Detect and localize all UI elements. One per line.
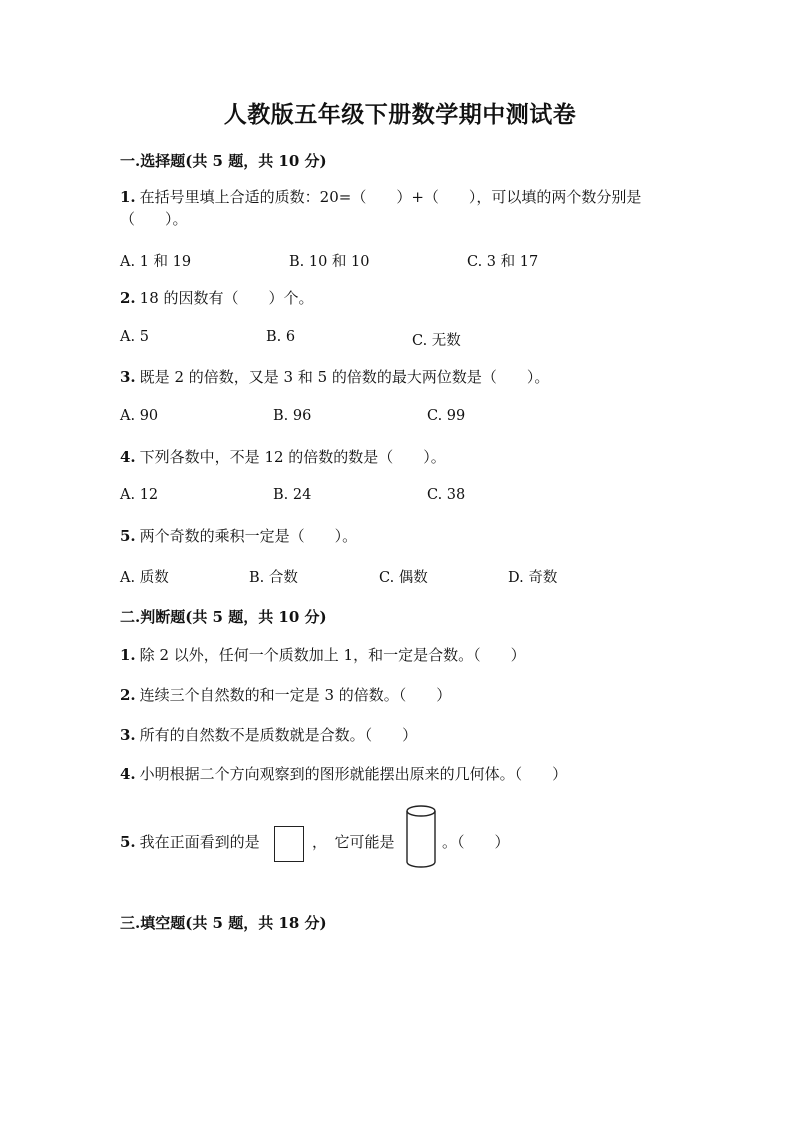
question-number: 4. [120, 448, 136, 466]
choice-question-4 [120, 446, 680, 468]
choice-4-option-c[interactable]: C. 38 [427, 487, 466, 503]
choice-4-option-a[interactable]: A. 12 [120, 487, 159, 503]
choice-3-option-c[interactable]: C. 99 [427, 408, 466, 424]
choice-question-3 [120, 366, 680, 388]
question-number: 1. [120, 188, 136, 206]
question-text: 既是 2 的倍数，又是 3 和 5 的倍数的最大两位数是（ ）。 [139, 368, 550, 386]
question-number: 1. [120, 646, 136, 664]
question-text: 除 2 以外，任何一个质数加上 1，和一定是合数。（ ） [139, 646, 526, 664]
judge-question-5-lead [120, 831, 260, 852]
choice-question-1 [120, 186, 680, 230]
judge-question-1 [120, 644, 680, 666]
judge-question-2 [120, 684, 680, 706]
question-number: 2. [120, 686, 136, 704]
choice-3-option-b[interactable]: B. 96 [273, 408, 312, 424]
judge-question-3 [120, 724, 680, 746]
question-text: 18 的因数有（ ）个。 [139, 289, 314, 307]
choice-3-option-a[interactable]: A. 90 [120, 408, 159, 424]
choice-question-5 [120, 525, 680, 547]
question-text: 下列各数中，不是 12 的倍数的数是（ ）。 [139, 448, 446, 466]
choice-4-option-b[interactable]: B. 24 [273, 487, 312, 503]
choice-5-option-d[interactable]: D. 奇数 [508, 570, 558, 586]
choice-1-option-c[interactable]: C. 3 和 17 [467, 254, 539, 270]
square-figure [274, 826, 304, 862]
choice-5-option-b[interactable]: B. 合数 [249, 570, 298, 586]
question-text: 我在正面看到的是 [139, 833, 260, 851]
section-heading-choice: 一.选择题(共 5 题，共 10 分) [120, 152, 327, 170]
choice-2-option-a[interactable]: A. 5 [120, 329, 149, 345]
question-text: 在括号里填上合适的质数：20=（ ）+（ ），可以填的两个数分别是 [139, 188, 642, 206]
question-text: 所有的自然数不是质数就是合数。（ ） [139, 726, 418, 744]
question-number: 3. [120, 726, 136, 744]
question-text: 两个奇数的乘积一定是（ ）。 [139, 527, 358, 545]
cylinder-figure [404, 804, 438, 870]
question-number: 2. [120, 289, 136, 307]
choice-1-option-b[interactable]: B. 10 和 10 [289, 254, 370, 270]
choice-2-option-b[interactable]: B. 6 [266, 329, 296, 345]
judge-question-5-middle: ， 它可能是 [312, 833, 395, 851]
choice-5-option-a[interactable]: A. 质数 [120, 570, 169, 586]
section-heading-judge: 二.判断题(共 5 题，共 10 分) [120, 608, 327, 626]
question-number: 5. [120, 527, 136, 545]
question-text: 小明根据二个方向观察到的图形就能摆出原来的几何体。（ ） [139, 765, 568, 783]
choice-question-2 [120, 287, 680, 309]
judge-question-5-tail: 。（ ） [442, 833, 510, 851]
question-text-continued: （ ）。 [120, 210, 188, 228]
question-number: 4. [120, 765, 136, 783]
question-number: 3. [120, 368, 136, 386]
choice-2-option-c[interactable]: C. 无数 [412, 333, 461, 349]
section-heading-fill: 三.填空题(共 5 题，共 18 分) [120, 914, 327, 932]
judge-question-4 [120, 763, 680, 785]
question-text: 连续三个自然数的和一定是 3 的倍数。（ ） [139, 686, 452, 704]
page-title: 人教版五年级下册数学期中测试卷 [223, 101, 577, 128]
question-number: 5. [120, 833, 136, 851]
choice-1-option-a[interactable]: A. 1 和 19 [120, 254, 192, 270]
choice-5-option-c[interactable]: C. 偶数 [379, 570, 428, 586]
